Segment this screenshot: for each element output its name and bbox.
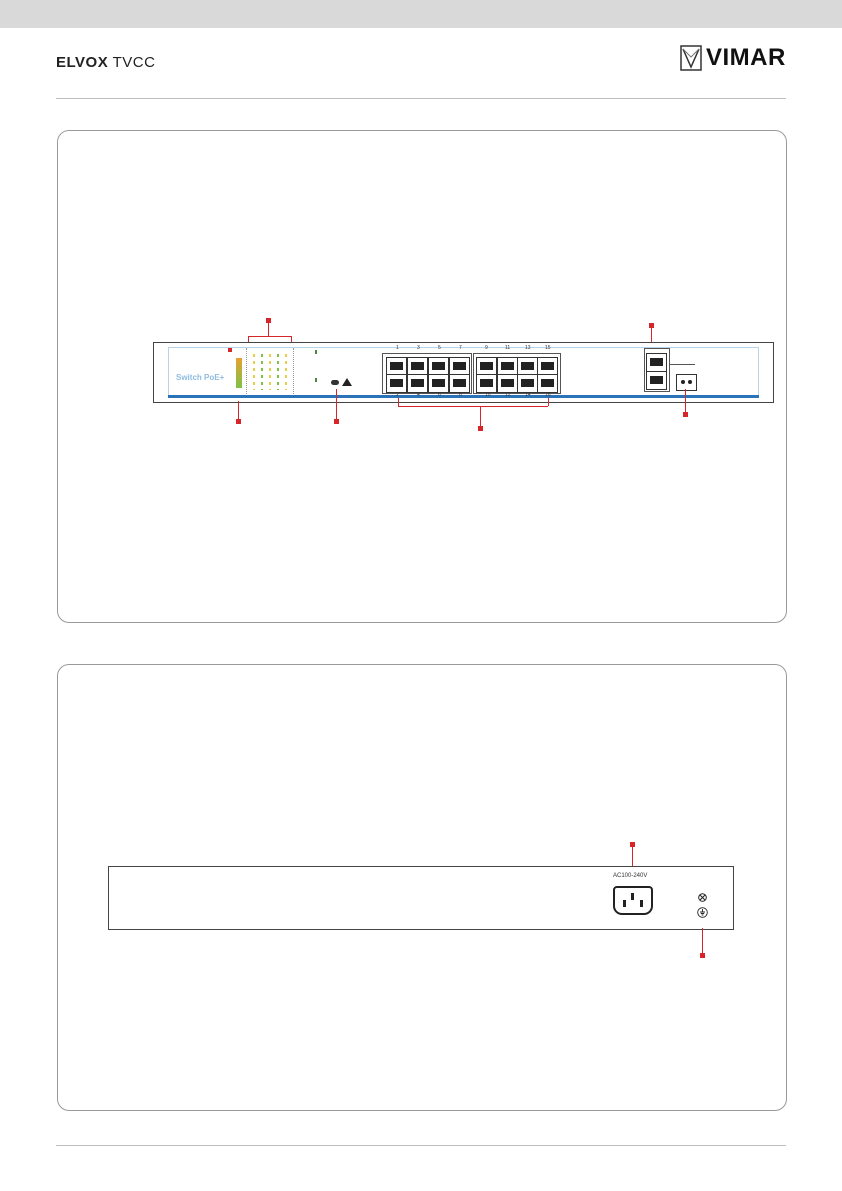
callout-line bbox=[702, 928, 703, 954]
callout-marker-ports bbox=[478, 426, 483, 431]
callout-marker-status-leds bbox=[236, 419, 241, 424]
reset-button bbox=[331, 380, 339, 385]
rj45-port bbox=[428, 374, 449, 393]
callout-bracket bbox=[248, 336, 292, 337]
callout-line bbox=[548, 398, 549, 406]
callout-marker-ground bbox=[700, 953, 705, 958]
device-model-label: Switch PoE+ bbox=[176, 373, 225, 382]
uplink-rj45-port bbox=[646, 353, 667, 372]
port-label: 16 bbox=[545, 392, 551, 398]
header-divider bbox=[56, 98, 786, 99]
ac-voltage-label: AC100-240V bbox=[613, 873, 648, 879]
rj45-port bbox=[407, 374, 428, 393]
port-label: 15 bbox=[545, 345, 551, 351]
port-label: 2 bbox=[396, 392, 399, 398]
port-label: 5 bbox=[438, 345, 441, 351]
footer-divider bbox=[56, 1145, 786, 1146]
callout-line bbox=[398, 398, 399, 406]
status-led-column bbox=[236, 358, 242, 388]
port-label: 8 bbox=[459, 392, 462, 398]
warning-icon bbox=[342, 378, 352, 386]
brand-tvcc: TVCC bbox=[112, 54, 156, 71]
port-led-matrix bbox=[246, 348, 294, 394]
vimar-emblem-icon bbox=[680, 45, 702, 71]
screw-icon bbox=[698, 893, 707, 902]
port-label: 12 bbox=[505, 392, 511, 398]
dc-power-jack bbox=[676, 374, 697, 391]
jack-label-line bbox=[669, 364, 695, 365]
ground-icon bbox=[697, 907, 708, 918]
port-label: 10 bbox=[485, 392, 491, 398]
port-label: 6 bbox=[438, 392, 441, 398]
callout-line bbox=[268, 322, 269, 336]
rj45-port bbox=[517, 374, 538, 393]
port-label: 14 bbox=[525, 392, 531, 398]
callout-marker-reset bbox=[334, 419, 339, 424]
brand-vimar: VIMAR bbox=[706, 44, 786, 71]
port-label: 3 bbox=[417, 345, 420, 351]
callout-line bbox=[480, 406, 481, 426]
port-label: 1 bbox=[396, 345, 399, 351]
port-label: 4 bbox=[417, 392, 420, 398]
rj45-port bbox=[449, 374, 470, 393]
callout-bracket bbox=[398, 406, 548, 407]
rj45-port bbox=[476, 374, 497, 393]
port-label: 9 bbox=[485, 345, 488, 351]
callout-marker-dc-jack bbox=[683, 412, 688, 417]
brand-elvox: ELVOX bbox=[56, 54, 109, 71]
uplink-rj45-port bbox=[646, 371, 667, 390]
power-led bbox=[228, 348, 232, 352]
top-band bbox=[0, 0, 842, 28]
callout-line bbox=[336, 389, 337, 419]
callout-line bbox=[238, 401, 239, 419]
port-label: 13 bbox=[525, 345, 531, 351]
callout-line bbox=[685, 389, 686, 413]
port-label: 7 bbox=[459, 345, 462, 351]
indicator-led bbox=[315, 350, 317, 354]
rj45-port bbox=[386, 374, 407, 393]
rj45-port bbox=[497, 374, 518, 393]
vimar-logo bbox=[680, 44, 788, 72]
rj45-port bbox=[537, 374, 558, 393]
indicator-led bbox=[315, 378, 317, 382]
elvox-tvcc-logo bbox=[56, 54, 155, 71]
port-label: 11 bbox=[505, 345, 511, 351]
iec-power-socket bbox=[613, 886, 653, 915]
